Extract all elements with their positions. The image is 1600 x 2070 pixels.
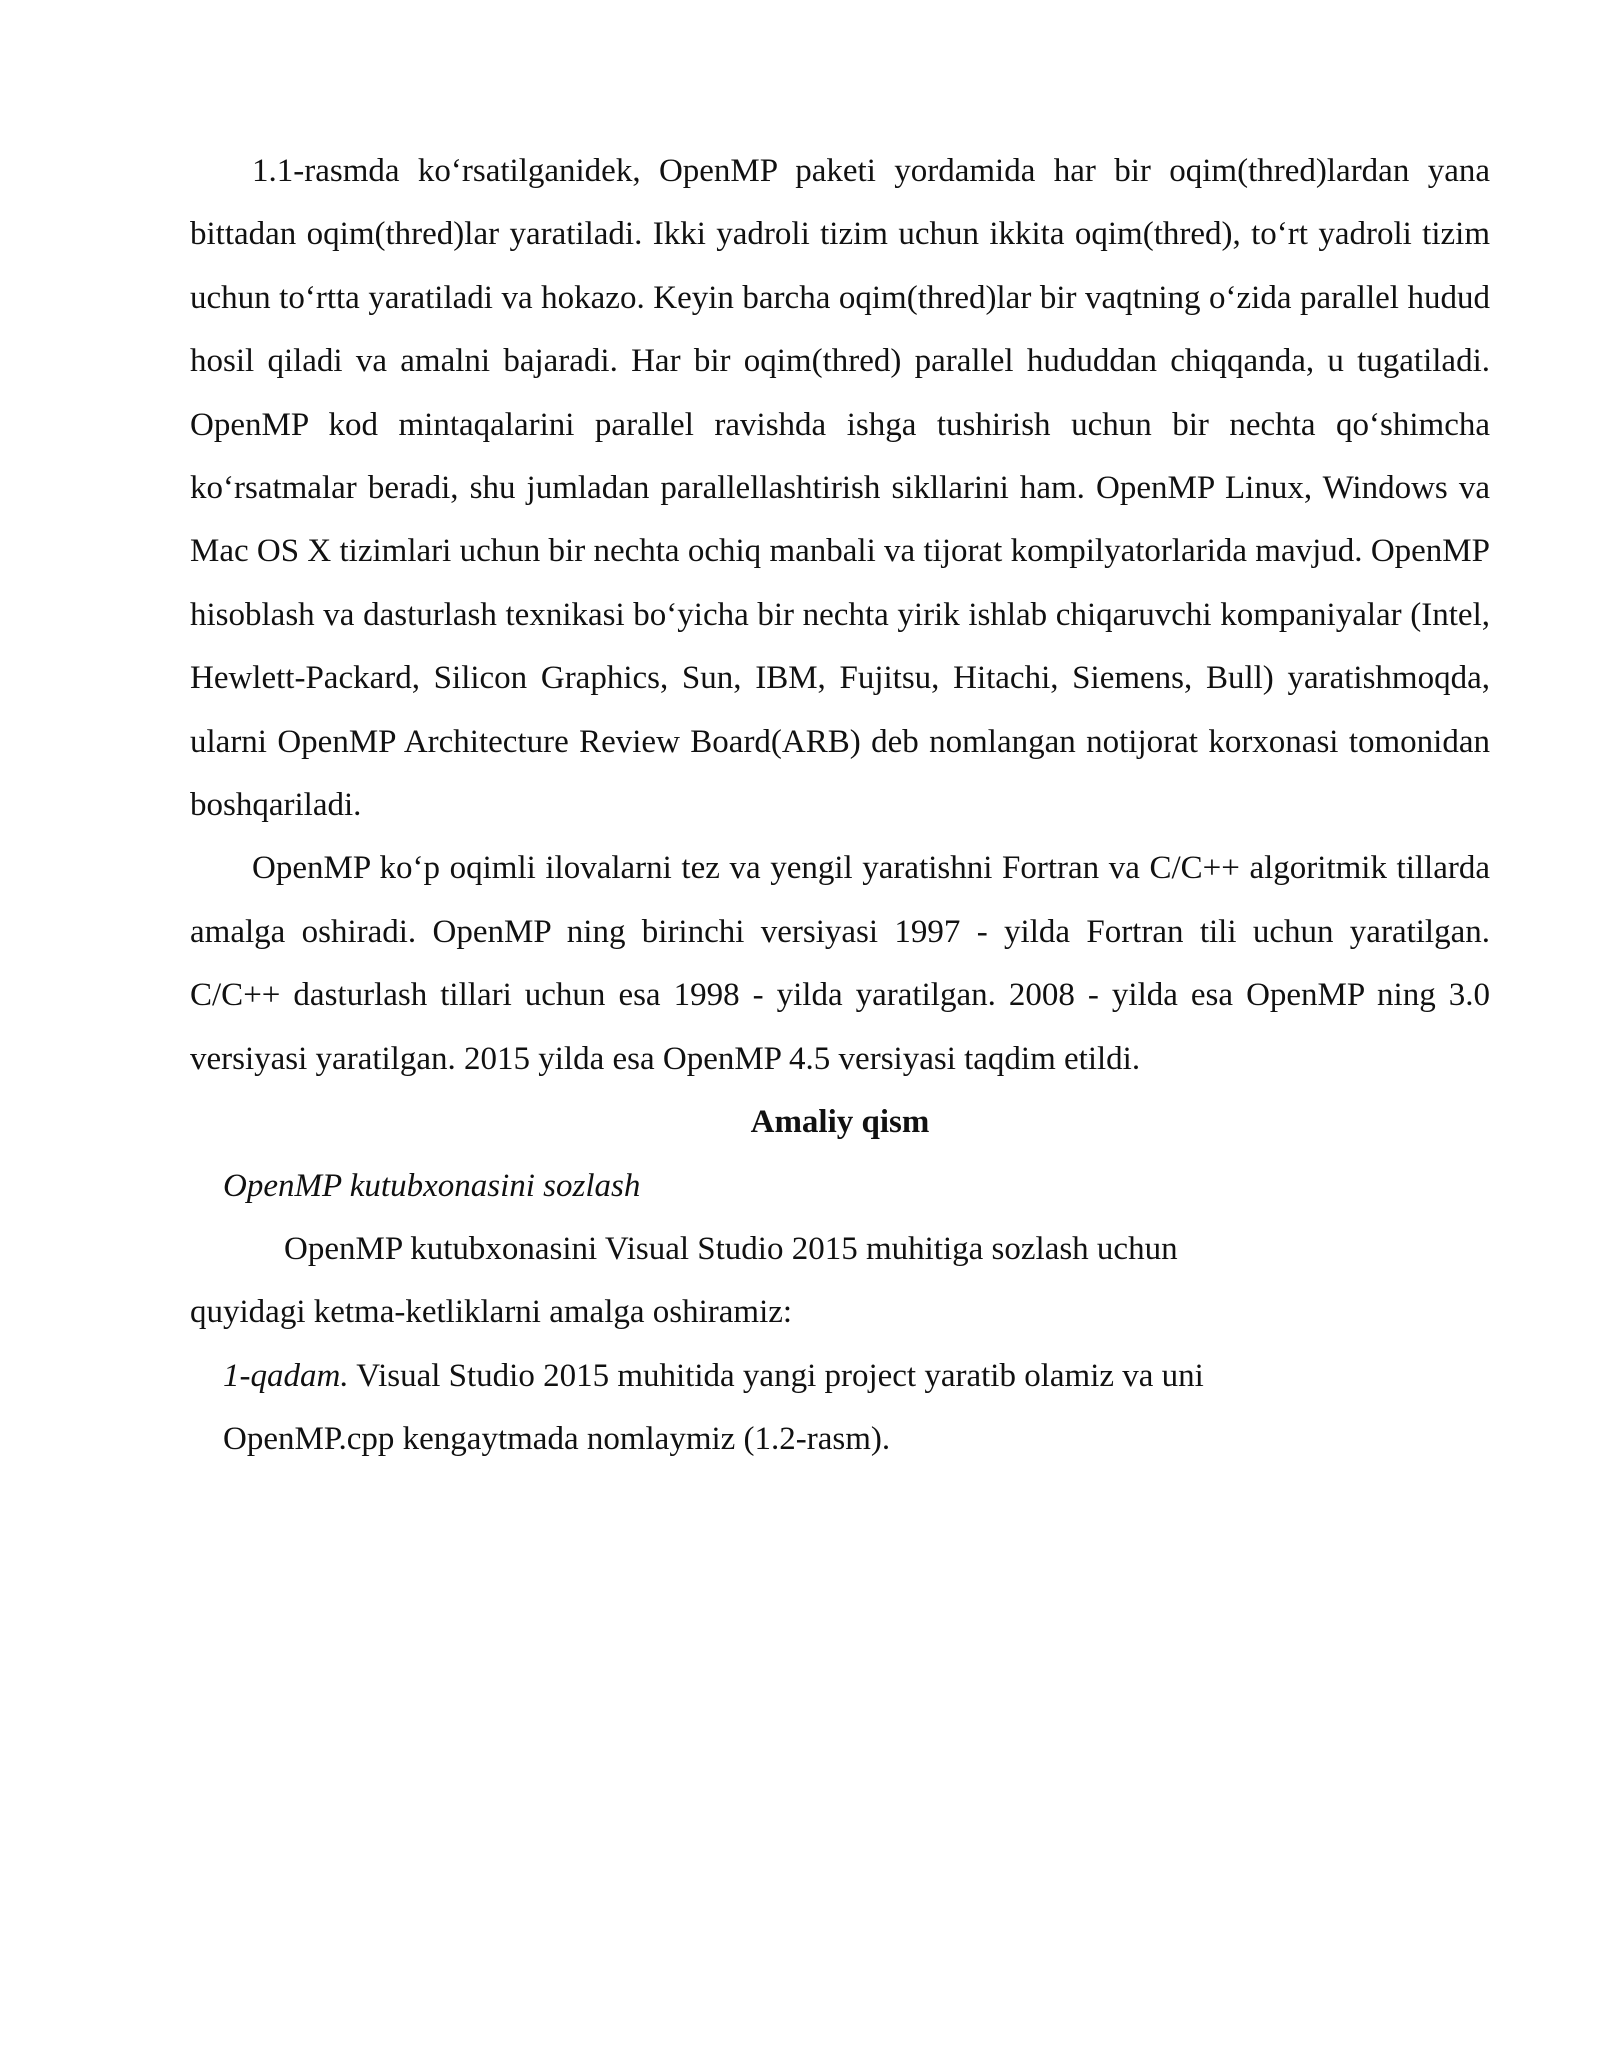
paragraph-setup-line-2: quyidagi ketma-ketliklarni amalga oshiramiz: <box>190 1294 793 1331</box>
step-1-text: Visual Studio 2015 muhitida yangi project yaratib olamiz va uni <box>348 1357 1204 1394</box>
step-1-line-2: OpenMP.cpp kengaytmada nomlaymiz (1.2-rasm). <box>223 1421 891 1458</box>
paragraph-setup-line-1: OpenMP kutubxonasini Visual Studio 2015 muhitiga sozlash uchun <box>284 1230 1178 1267</box>
subheading: OpenMP kutubxonasini sozlash <box>223 1167 641 1204</box>
section-heading: Amaliy qism <box>750 1104 930 1141</box>
step-1-line-1 <box>190 1345 1490 1408</box>
document-body <box>190 140 1490 1472</box>
step-1-label: 1-qadam. <box>223 1357 349 1394</box>
paragraph-openmp-history: OpenMP ko‘p oqimli ilovalarni tez va yengil yaratishni Fortran va C/C++ algoritmik tillarda amalga oshiradi. OpenMP ning birinchi versiyasi 1997 - yilda Fortran tili uchun yaratilgan. C/C++ dasturlash tillari uchun esa 1998 - yilda yaratilgan. 2008 - yilda esa OpenMP ning 3.0 versiyasi yaratilgan. 2015 yilda esa OpenMP 4.5 versiyasi taqdim etildi. <box>190 850 1490 1077</box>
paragraph-openmp-threads: 1.1-rasmda ko‘rsatilganidek, OpenMP paketi yordamida har bir oqim(thred)lardan yana bittadan oqim(thred)lar yaratiladi. Ikki yadroli tizim uchun ikkita oqim(thred), to‘rt yadroli tizim uchun to‘rtta yaratiladi va hokazo. Keyin barcha oqim(thred)lar bir vaqtning o‘zida parallel hudud hosil qiladi va amalni bajaradi. Har bir oqim(thred) parallel hududdan chiqqanda, u tugatiladi. OpenMP kod mintaqalarini parallel ravishda ishga tushirish uchun bir nechta qo‘shimcha ko‘rsatmalar beradi, shu jumladan parallellashtirish sikllarini ham. OpenMP Linux, Windows va Mac OS X tizimlari uchun bir nechta ochiq manbali va tijorat kompilyatorlarida mavjud. OpenMP hisoblash va dasturlash texnikasi bo‘yicha bir nechta yirik ishlab chiqaruvchi kompaniyalar (Intel, Hewlett-Packard, Silicon Graphics, Sun, IBM, Fujitsu, Hitachi, Siemens, Bull) yaratishmoqda, ularni OpenMP Architecture Review Board(ARB) deb nomlangan notijorat korxonasi tomonidan boshqariladi. <box>190 153 1490 824</box>
